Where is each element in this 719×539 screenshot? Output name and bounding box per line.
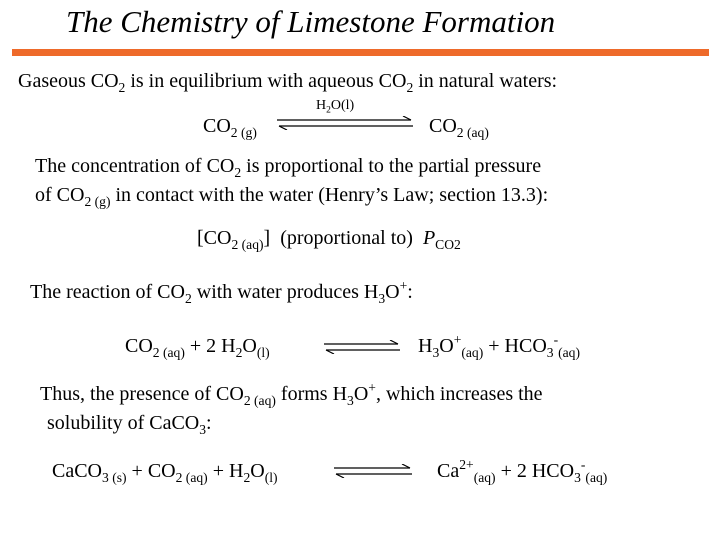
eq2-right: $H_3O^+_{(aq)} + HCO_3^-_{(aq)}$: [418, 331, 580, 360]
henry-line-2: of $CO_{2 (g)}$ in contact with the water (Henry’s Law; section 13.3):: [35, 184, 549, 209]
thus-line-2: solubility of CaCO$_3$:: [47, 412, 212, 437]
page-title: The Chemistry of Limestone Formation: [66, 4, 556, 39]
equilibrium-arrow-icon: [332, 464, 414, 478]
proportional-expression: $[CO_{2 (aq)}]$ (proportional to) $P_{CO2}$: [197, 227, 461, 252]
equilibrium-arrow-icon: [322, 340, 402, 354]
eq1-right: $CO_{2 (aq)}$: [429, 115, 489, 140]
henry-line-1: The concentration of $CO_2$ is proportional to the partial pressure: [35, 155, 542, 180]
thus-line-1: Thus, the presence of $CO_{2 (aq)}$ forms $H_3O^+$, which increases the: [40, 379, 543, 408]
title-underline: [12, 49, 709, 56]
eq3-left: CaCO$_{3 (s)}$ + $CO_{2 (aq)} + H_2O_{(l)}$: [52, 460, 278, 485]
equilibrium-arrow-icon: [275, 116, 415, 130]
reaction-statement: The reaction of $CO_2$ with water produces $H_3O^+$:: [30, 277, 413, 306]
eq2-left: $CO_{2 (aq)} + 2$ $H_2O_{(l)}$: [125, 335, 270, 360]
equilibrium-statement: Gaseous $CO_2$ is in equilibrium with aqueous $CO_2$ in natural waters:: [18, 70, 558, 95]
eq1-left: $CO_{2 (g)}$: [203, 115, 257, 140]
eq1-condition: $H_2O(l)$: [316, 98, 355, 116]
eq3-right: $Ca^{2+}_{(aq)} + 2$ $HCO_3^-_{(aq)}$: [437, 456, 608, 485]
